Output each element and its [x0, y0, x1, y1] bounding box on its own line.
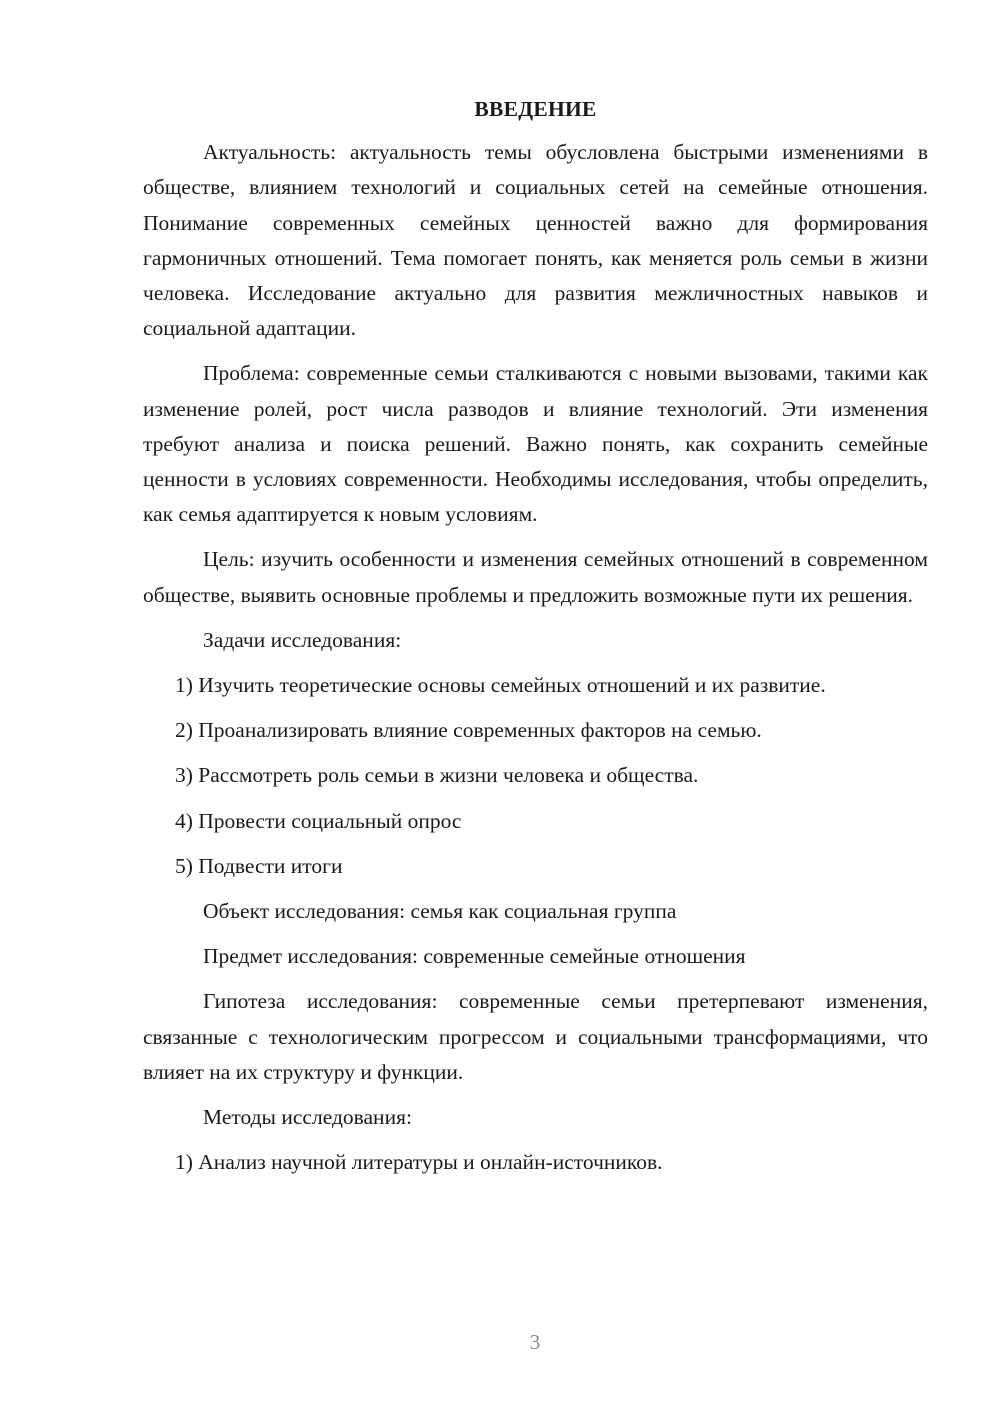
relevance-paragraph: Актуальность: актуальность темы обусловлена быстрыми изменениями в обществе, влиянием технологий и социальных сетей на семейные отношения. Понимание современных семейных ценностей важно для формирования гармоничных отношений. Тема помогает понять, как меняется роль семьи в жизни человека. Исследование актуально для развития межличностных навыков и социальной адаптации.	[143, 140, 928, 341]
tasks-list	[143, 668, 928, 884]
document-page	[143, 92, 928, 1190]
tasks-heading: Задачи исследования:	[203, 627, 402, 652]
list-item: 1) Анализ научной литературы и онлайн-источников.	[175, 1150, 663, 1175]
goal-paragraph: Цель: изучить особенности и изменения семейных отношений в современном обществе, выявить основные проблемы и предложить возможные пути их решения.	[143, 547, 928, 607]
list-item: 2) Проанализировать влияние современных факторов на семью.	[175, 718, 762, 743]
list-item: 4) Провести социальный опрос	[175, 808, 462, 833]
list-item: 1) Изучить теоретические основы семейных отношений и их развитие.	[175, 673, 826, 698]
subject-line: Предмет исследования: современные семейные отношения	[203, 944, 746, 969]
list-item: 5) Подвести итоги	[175, 853, 343, 878]
object-line: Объект исследования: семья как социальная группа	[203, 899, 677, 924]
problem-paragraph: Проблема: современные семьи сталкиваются с новыми вызовами, такими как изменение ролей, рост числа разводов и влияние технологий. Эти изменения требуют анализа и поиска решений. Важно понять, как сохранить семейные ценности в условиях современности. Необходимы исследования, чтобы определить, как семья адаптируется к новым условиям.	[143, 361, 928, 527]
list-item: 3) Рассмотреть роль семьи в жизни человека и общества.	[175, 763, 699, 788]
methods-list	[143, 1145, 928, 1180]
methods-heading: Методы исследования:	[203, 1105, 412, 1130]
page-number: 3	[529, 1330, 541, 1354]
section-title: ВВЕДЕНИЕ	[474, 97, 597, 121]
hypothesis-paragraph: Гипотеза исследования: современные семьи претерпевают изменения, связанные с технологическим прогрессом и социальными трансформациями, что влияет на их структуру и функции.	[143, 989, 928, 1084]
